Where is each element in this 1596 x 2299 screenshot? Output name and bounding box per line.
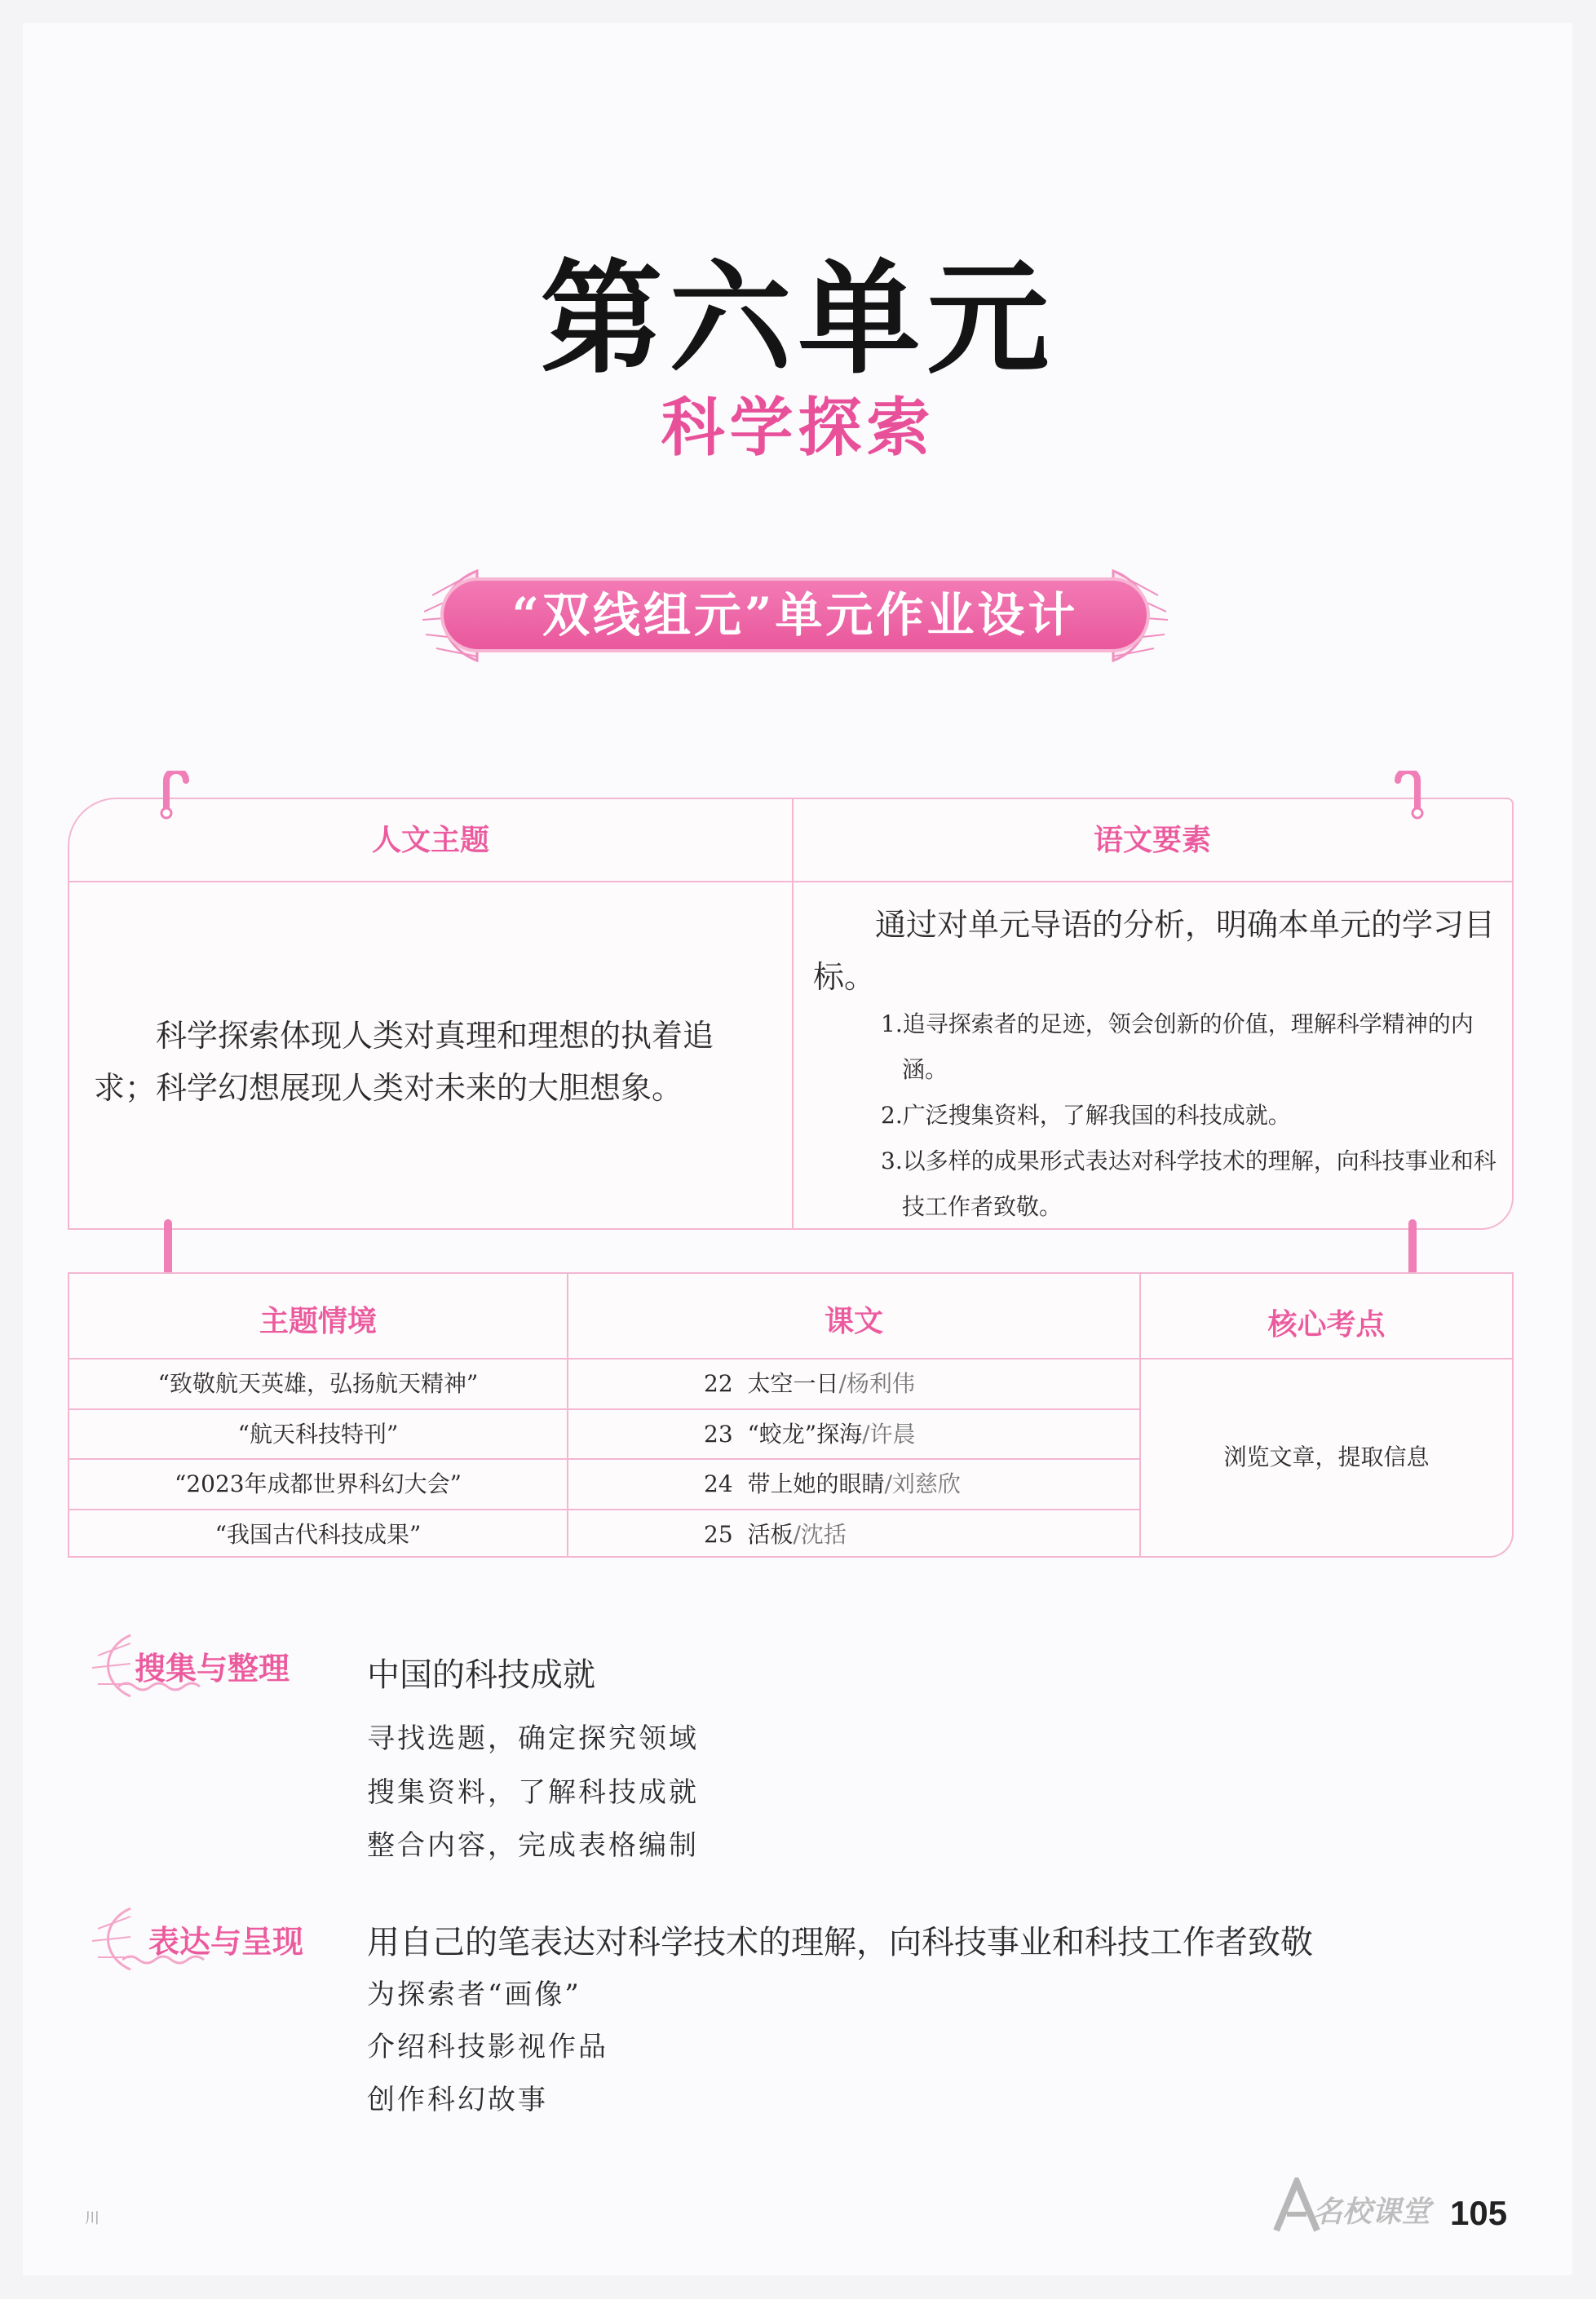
lesson-author: /杨利伟 [838,1370,915,1397]
language-element-header: 语文要素 [1093,824,1211,857]
brand-name: 名校课堂 [1313,2195,1431,2229]
lesson-number: 22 [704,1370,733,1397]
collect-item: 整合内容，完成表格编制 [367,1829,699,1862]
footer-mark: 川 [85,2210,99,2227]
collect-item: 搜集资料，了解科技成就 [367,1776,699,1809]
lesson-cell [704,1360,915,1408]
core-point-cell: 浏览文章，提取信息 [1223,1444,1430,1470]
unit-subtitle: 科学探索 [661,391,935,465]
lesson-cell [704,1460,961,1509]
list-item: 1.追寻探索者的足迹，领会创新的价值，理解科学精神的内涵。 [881,1010,1474,1083]
lesson-header: 课文 [824,1305,883,1338]
divider [69,881,1512,882]
lesson-number: 24 [704,1470,733,1497]
language-intro-text: 通过对单元导语的分析，明确本单元的学习目标。 [813,907,1496,995]
collect-item: 寻找选题，确定探究领域 [367,1722,699,1755]
lesson-title: 太空一日 [747,1370,839,1397]
banner-title: “双线组元”单元作业设计 [511,587,1079,643]
left-top-hook-icon [157,771,197,820]
situation-cell: “2023年成都世界科幻大会” [175,1470,462,1497]
page-number: 105 [1450,2194,1508,2232]
unit-title: 第六单元 [540,247,1056,391]
lesson-table [68,1272,1514,1558]
situation-cell: “致敬航天英雄，弘扬航天精神” [157,1370,479,1397]
right-top-hook-icon [1386,771,1427,820]
situation-header: 主题情境 [259,1305,377,1338]
lesson-author: /刘慈欣 [884,1470,961,1497]
express-item: 为探索者“画像” [367,1978,581,2011]
situation-cell: “我国古代科技成果” [214,1521,422,1548]
express-section-label: 表达与呈现 [148,1924,304,1960]
banner [408,563,1183,669]
theme-table [68,798,1514,1230]
express-item: 创作科幻故事 [367,2084,548,2116]
lesson-author: /许晨 [862,1421,916,1448]
language-points-list [881,1001,1501,1230]
lesson-title: “蛟龙”探海 [747,1421,863,1448]
express-item: 介绍科技影视作品 [367,2031,608,2063]
list-item: 2.广泛搜集资料，了解我国的科技成就。 [881,1102,1291,1129]
collect-section-label: 搜集与整理 [135,1651,290,1687]
divider [792,799,794,1228]
core-point-header: 核心考点 [1267,1308,1386,1342]
lesson-number: 25 [704,1521,733,1548]
express-section-title: 用自己的笔表达对科学技术的理解，向科技事业和科技工作者致敬 [367,1924,1313,1961]
lesson-title: 带上她的眼睛 [747,1470,885,1497]
lesson-cell [704,1410,916,1459]
collect-section-title: 中国的科技成就 [367,1656,595,1694]
lesson-cell [704,1510,847,1559]
humanistic-theme-text: 科学探索体现人类对真理和理想的执着追求；科学幻想展现人类对未来的大胆想象。 [94,1018,714,1106]
wave-deco-icon [118,1680,208,1693]
lesson-number: 23 [704,1421,733,1448]
list-item: 3.以多样的成果形式表达对科学技术的理解，向科技事业和科技工作者致敬。 [881,1147,1497,1220]
lesson-title: 活板 [747,1521,794,1548]
humanistic-theme-header: 人文主题 [371,824,489,857]
situation-cell: “航天科技特刊” [237,1421,399,1448]
lesson-author: /沈括 [793,1521,847,1548]
wave-deco-icon [122,1953,212,1966]
